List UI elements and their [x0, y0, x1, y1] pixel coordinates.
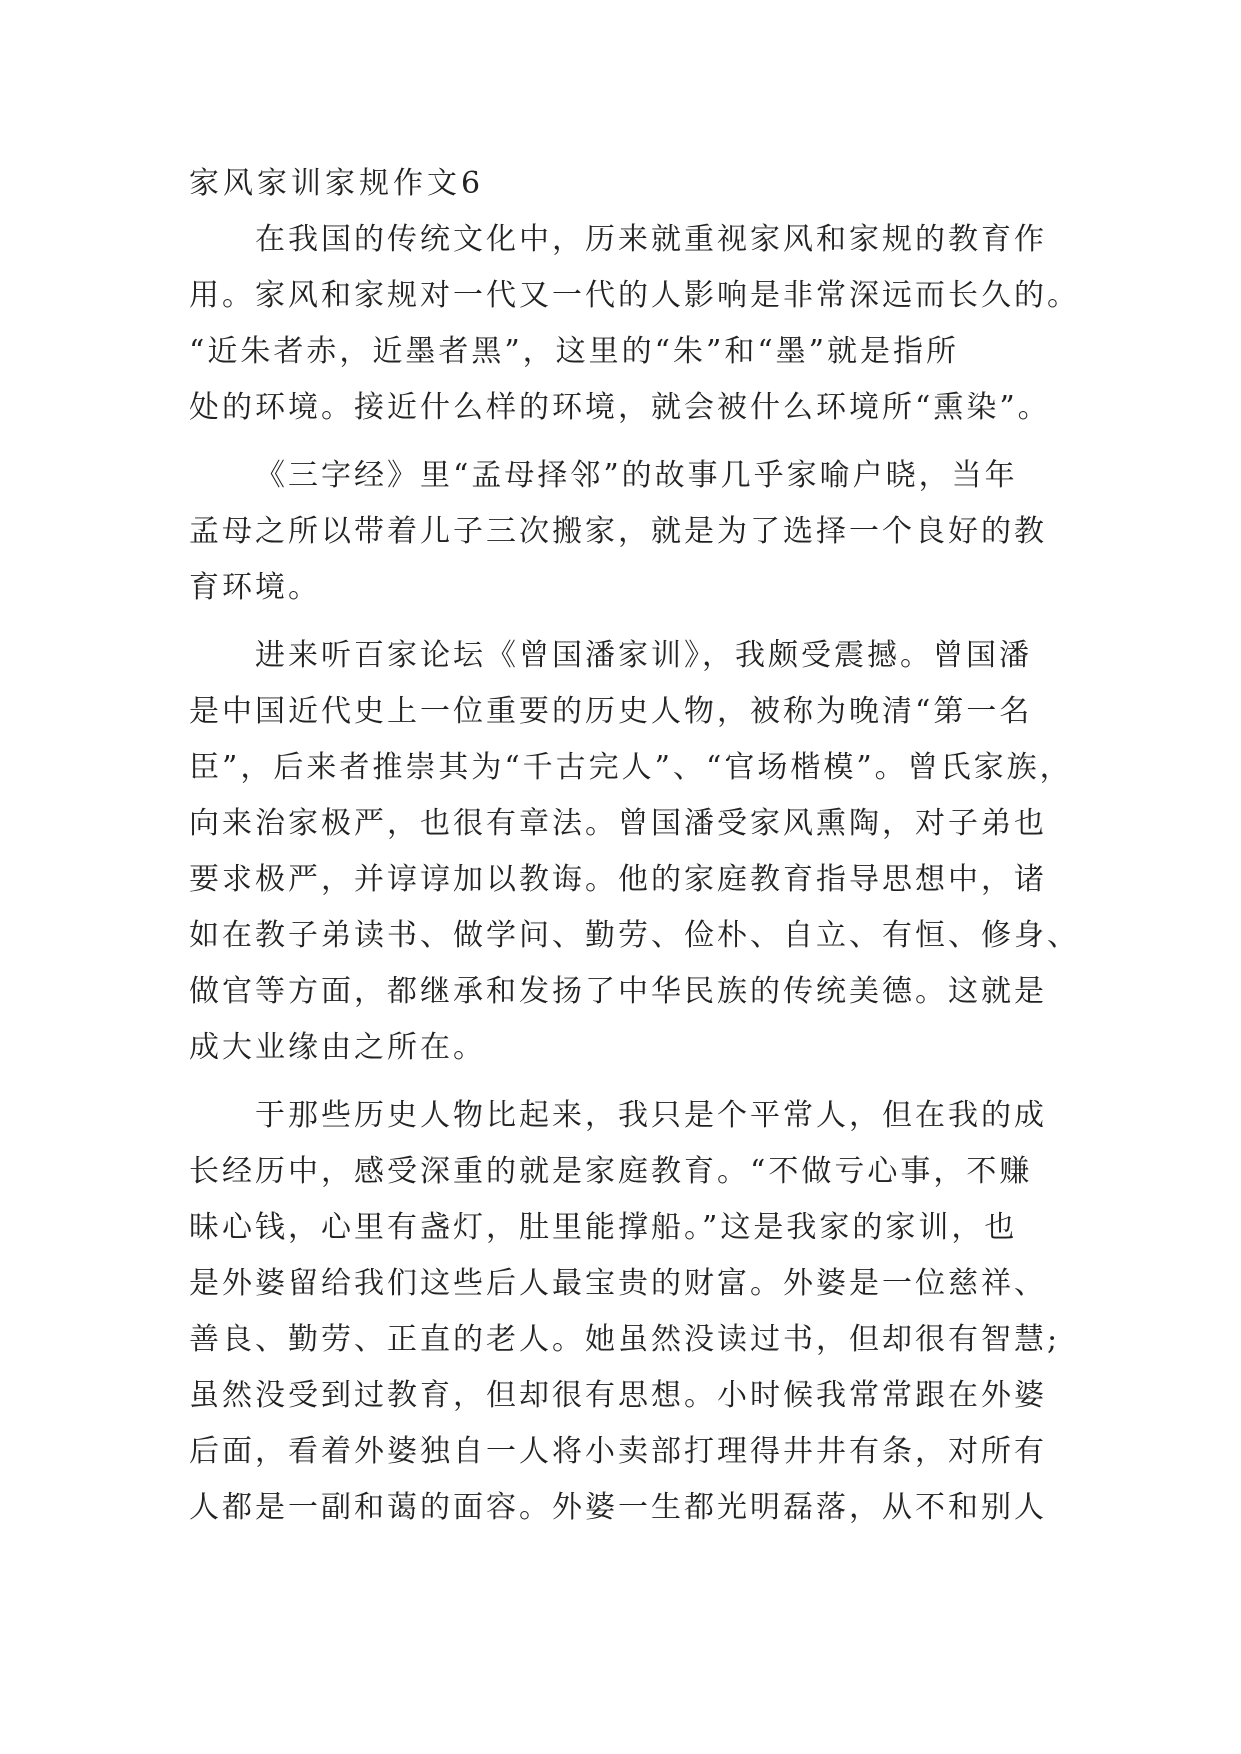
paragraph-line: 进来听百家论坛《曾国潘家训》，我颇受震撼。曾国潘 — [255, 638, 1032, 673]
paragraph-line: “近朱者赤，近墨者黑”，这里的“朱”和“墨”就是指所 — [189, 334, 960, 369]
document-body — [189, 156, 1080, 1536]
paragraph-line: 虽然没受到过教育，但却很有思想。小时候我常常跟在外婆 — [189, 1378, 1047, 1413]
paragraph-line: 是中国近代史上一位重要的历史人物，被称为晚清“第一名 — [189, 694, 1033, 729]
paragraph-line: 用。家风和家规对一代又一代的人影响是非常深远而长久的。 — [189, 278, 1080, 313]
paragraph-line: 如在教子弟读书、做学问、勤劳、俭朴、自立、有恒、修身、 — [189, 918, 1080, 953]
paragraph-line: 后面，看着外婆独自一人将小卖部打理得井井有条，对所有 — [189, 1434, 1047, 1469]
paragraph-1 — [189, 212, 1080, 436]
paragraph-line: 做官等方面，都继承和发扬了中华民族的传统美德。这就是 — [189, 974, 1047, 1009]
paragraph-line: 要求极严，并谆谆加以教诲。他的家庭教育指导思想中，诸 — [189, 862, 1047, 897]
paragraph-line: 孟母之所以带着儿子三次搬家，就是为了选择一个良好的教 — [189, 514, 1047, 549]
paragraph-line: 在我国的传统文化中，历来就重视家风和家规的教育作 — [255, 222, 1047, 257]
paragraph-line: 长经历中，感受深重的就是家庭教育。“不做亏心事，不赚 — [189, 1154, 1033, 1189]
paragraph-4 — [189, 1088, 1069, 1536]
paragraph-line: 成大业缘由之所在。 — [189, 1030, 486, 1065]
paragraph-line: 臣”，后来者推崇其为“千古完人”、“官场楷模”。曾氏家族， — [189, 750, 1073, 785]
paragraph-line: 善良、勤劳、正直的老人。她虽然没读过书，但却很有智慧; — [189, 1322, 1061, 1357]
paragraph-line: 于那些历史人物比起来，我只是个平常人，但在我的成 — [255, 1098, 1047, 1133]
paragraph-line: 育环境。 — [189, 570, 321, 605]
paragraph-line: 人都是一副和蔼的面容。外婆一生都光明磊落，从不和别人 — [189, 1490, 1047, 1525]
document-title: 家风家训家规作文6 — [189, 166, 485, 201]
paragraph-line: 是外婆留给我们这些后人最宝贵的财富。外婆是一位慈祥、 — [189, 1266, 1047, 1301]
paragraph-line: 昧心钱，心里有盏灯，肚里能撑船。”这是我家的家训，也 — [189, 1210, 1018, 1245]
paragraph-line: 《三字经》里“孟母择邻”的故事几乎家喻户晓，当年 — [255, 458, 1018, 493]
paragraph-line: 处的环境。接近什么样的环境，就会被什么环境所“熏染”。 — [189, 390, 1051, 425]
paragraph-line: 向来治家极严，也很有章法。曾国潘受家风熏陶，对子弟也 — [189, 806, 1047, 841]
paragraph-3 — [189, 628, 1080, 1076]
paragraph-2 — [189, 448, 1069, 616]
